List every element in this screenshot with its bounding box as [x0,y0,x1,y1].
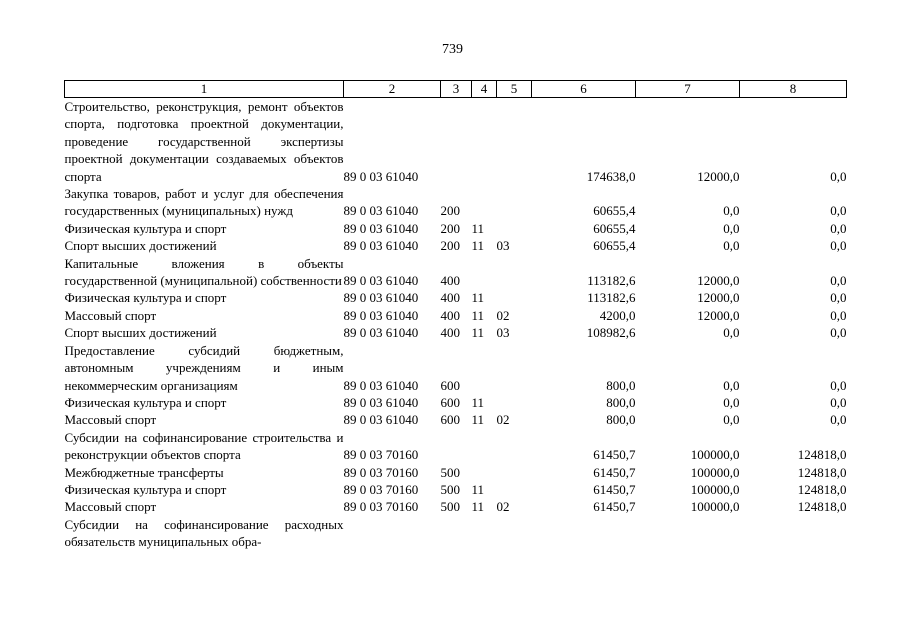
header-col-6: 6 [532,81,636,98]
row-col5 [497,342,532,394]
row-col4: 11 [471,412,485,428]
row-value-8: 0,0 [830,203,847,219]
row-col5 [497,429,532,464]
row-name: Спорт высших достижений [64,238,217,254]
row-value-6: 60655,4 [593,220,636,236]
row-code: 89 0 03 61040 [343,168,419,184]
row-col4 [472,255,497,290]
row-value-6: 800,0 [606,394,636,410]
row-col3: 200 [440,203,460,219]
row-value-7: 100000,0 [690,481,740,497]
table-row [65,516,847,551]
row-value-7: 0,0 [723,377,740,393]
row-name: Предоставление субсидий бюджетным, автономным учреждениям и иным некоммерческим организациям [64,342,344,393]
row-col4 [472,185,497,220]
row-name: Физическая культура и спорт [64,481,227,497]
table-row [65,342,847,394]
row-name: Межбюджетные трансферты [64,464,224,480]
table-row [65,324,847,341]
row-col5: 03 [496,238,510,254]
row-col5: 03 [496,325,510,341]
row-col5 [497,255,532,290]
header-col-7: 7 [636,81,740,98]
row-col4: 11 [471,307,485,323]
row-code [344,516,441,551]
row-col5 [497,98,532,186]
row-value-7: 0,0 [723,325,740,341]
row-code: 89 0 03 61040 [343,325,419,341]
table-row [65,429,847,464]
row-col3: 400 [440,307,460,323]
row-col3: 600 [440,394,460,410]
row-value-8: 0,0 [830,168,847,184]
row-code: 89 0 03 61040 [343,394,419,410]
row-value-6: 60655,4 [593,203,636,219]
row-value-6 [532,516,636,551]
row-code: 89 0 03 61040 [343,412,419,428]
row-name: Спорт высших достижений [64,325,217,341]
table-row [65,498,847,515]
row-name: Массовый спорт [64,412,157,428]
row-value-8: 0,0 [830,377,847,393]
row-value-6: 60655,4 [593,238,636,254]
row-col3: 400 [440,290,460,306]
row-col4 [472,98,497,186]
row-col3: 200 [440,220,460,236]
row-col4 [472,516,497,551]
row-code: 89 0 03 61040 [343,307,419,323]
row-code: 89 0 03 61040 [343,238,419,254]
row-col5 [497,464,532,481]
row-value-7 [636,516,740,551]
row-col5: 02 [496,499,510,515]
table-row [65,289,847,306]
row-value-6: 113182,6 [587,273,636,289]
row-name: Строительство, реконструкция, ремонт объектов спорта, подготовка проектной документации, проведение государственной экспертизы проектной документации создаваемых объектов спорта [64,99,344,184]
row-value-8: 0,0 [830,290,847,306]
row-value-7: 100000,0 [690,447,740,463]
row-col5 [497,185,532,220]
table-row [65,307,847,324]
row-name: Физическая культура и спорт [64,394,227,410]
row-col4 [472,429,497,464]
row-col4: 11 [471,325,485,341]
header-col-4: 4 [472,81,497,98]
table-row [65,255,847,290]
row-name: Субсидии на софинансирование строительства и реконструкции объектов спорта [64,429,344,463]
table-row [65,185,847,220]
row-col3: 400 [440,273,460,289]
row-code: 89 0 03 70160 [343,481,419,497]
row-col4: 11 [471,481,485,497]
budget-table [64,80,847,551]
row-col3 [441,98,472,186]
row-col3 [441,429,472,464]
row-col3: 500 [440,499,460,515]
row-col3: 400 [440,325,460,341]
row-code: 89 0 03 70160 [343,499,419,515]
header-col-1: 1 [65,81,344,98]
row-value-7: 0,0 [723,203,740,219]
row-code: 89 0 03 61040 [343,273,419,289]
row-value-7: 12000,0 [697,168,740,184]
row-value-6: 4200,0 [599,307,636,323]
row-col3: 500 [440,464,460,480]
row-col5 [497,220,532,237]
row-value-8: 0,0 [830,412,847,428]
row-value-8: 124818,0 [797,481,847,497]
row-value-6: 61450,7 [593,499,636,515]
row-col3: 600 [440,377,460,393]
row-col3: 500 [440,481,460,497]
row-value-6: 800,0 [606,412,636,428]
row-col5 [497,516,532,551]
row-col3: 200 [440,238,460,254]
row-value-8: 0,0 [830,325,847,341]
table-row [65,394,847,411]
table-row [65,464,847,481]
row-code: 89 0 03 61040 [343,290,419,306]
table-row [65,220,847,237]
row-col5: 02 [496,307,510,323]
row-value-7: 0,0 [723,394,740,410]
row-code: 89 0 03 70160 [343,464,419,480]
row-code: 89 0 03 70160 [343,447,419,463]
row-value-6: 61450,7 [593,481,636,497]
row-value-8: 124818,0 [797,447,847,463]
row-value-8 [740,516,847,551]
row-value-6: 108982,6 [586,325,636,341]
header-col-2: 2 [344,81,441,98]
row-value-6: 61450,7 [593,464,636,480]
row-col3: 600 [440,412,460,428]
row-name: Капитальные вложения в объекты государственной (муниципальной) собственности [64,255,344,289]
table-body [65,98,847,551]
row-name: Физическая культура и спорт [64,290,227,306]
row-col4 [472,464,497,481]
header-col-3: 3 [441,81,472,98]
row-col4: 11 [471,394,485,410]
table-row [65,98,847,186]
table-row [65,411,847,428]
row-name: Физическая культура и спорт [64,220,227,236]
row-code: 89 0 03 61040 [343,203,419,219]
row-value-8: 0,0 [830,238,847,254]
row-col5 [497,394,532,411]
row-col5 [497,481,532,498]
row-value-7: 100000,0 [690,499,740,515]
row-value-6: 800,0 [606,377,636,393]
row-col5 [497,289,532,306]
row-value-8: 0,0 [830,220,847,236]
row-value-7: 12000,0 [697,290,740,306]
row-value-8: 0,0 [830,307,847,323]
row-col4 [472,342,497,394]
row-name: Закупка товаров, работ и услуг для обеспечения государственных (муниципальных) нужд [64,186,344,219]
row-value-6: 174638,0 [586,168,636,184]
table-row [65,481,847,498]
page-number: 739 [442,42,463,57]
row-col3 [441,516,472,551]
row-value-7: 100000,0 [690,464,740,480]
row-col4: 11 [471,220,485,236]
row-value-6: 61450,7 [593,447,636,463]
row-col5: 02 [496,412,510,428]
row-name: Массовый спорт [64,499,157,515]
row-col4: 11 [471,499,485,515]
header-col-5: 5 [497,81,532,98]
table-header-row [65,81,847,98]
row-code: 89 0 03 61040 [343,377,419,393]
row-value-8: 0,0 [830,394,847,410]
row-value-8: 0,0 [830,273,847,289]
row-value-7: 0,0 [723,238,740,254]
row-value-7: 12000,0 [697,273,740,289]
row-value-6: 113182,6 [587,290,636,306]
table-row [65,237,847,254]
row-value-8: 124818,0 [797,464,847,480]
row-name: Субсидии на софинансирование расходных обязательств муниципальных обра- [64,516,344,550]
row-value-7: 0,0 [723,412,740,428]
row-col4: 11 [471,238,485,254]
row-code: 89 0 03 61040 [343,220,419,236]
row-value-8: 124818,0 [797,499,847,515]
row-col4: 11 [471,290,485,306]
row-value-7: 0,0 [723,220,740,236]
row-name: Массовый спорт [64,307,157,323]
header-col-8: 8 [740,81,847,98]
row-value-7: 12000,0 [697,307,740,323]
